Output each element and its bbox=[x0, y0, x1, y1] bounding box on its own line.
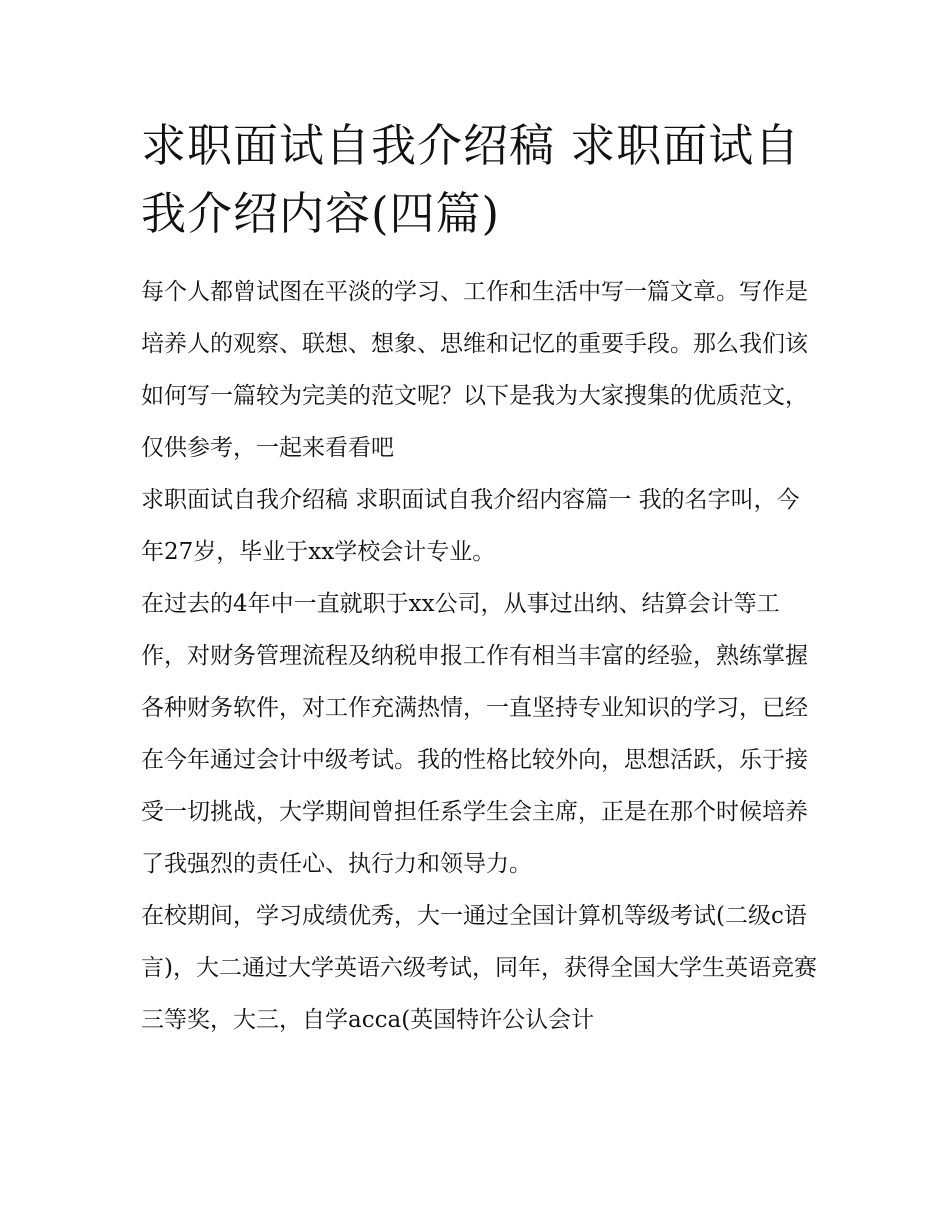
paragraph-work-experience: 在过去的4年中一直就职于xx公司，从事过出纳、结算会计等工作，对财务管理流程及纳税申报工作有相当丰富的经验，熟练掌握各种财务软件，对工作充满热情，一直坚持专业知识的学习，已经在今年通过会计中级考试。我的性格比较外向，思想活跃，乐于接受一切挑战，大学期间曾担任系学生会主席，正是在那个时候培养了我强烈的责任心、执行力和领导力。 bbox=[141, 591, 808, 877]
document-title: 求职面试自我介绍稿 求职面试自我介绍内容(四篇) bbox=[141, 119, 801, 240]
paragraph-education: 在校期间，学习成绩优秀，大一通过全国计算机等级考试(二级c语言)，大二通过大学英语六级考试，同年，获得全国大学生英语竞赛三等奖，大三，自学acca(英国特许公认会计 bbox=[141, 903, 817, 1033]
paragraph-self-intro: 求职面试自我介绍稿 求职面试自我介绍内容篇一 我的名字叫，今年27岁，毕业于xx学校会计专业。 bbox=[141, 487, 800, 565]
paragraph-intro: 每个人都曾试图在平淡的学习、工作和生活中写一篇文章。写作是培养人的观察、联想、想象、思维和记忆的重要手段。那么我们该如何写一篇较为完美的范文呢？以下是我为大家搜集的优质范文，仅供参考，一起来看看吧 bbox=[141, 279, 808, 461]
document-body bbox=[141, 112, 821, 1046]
